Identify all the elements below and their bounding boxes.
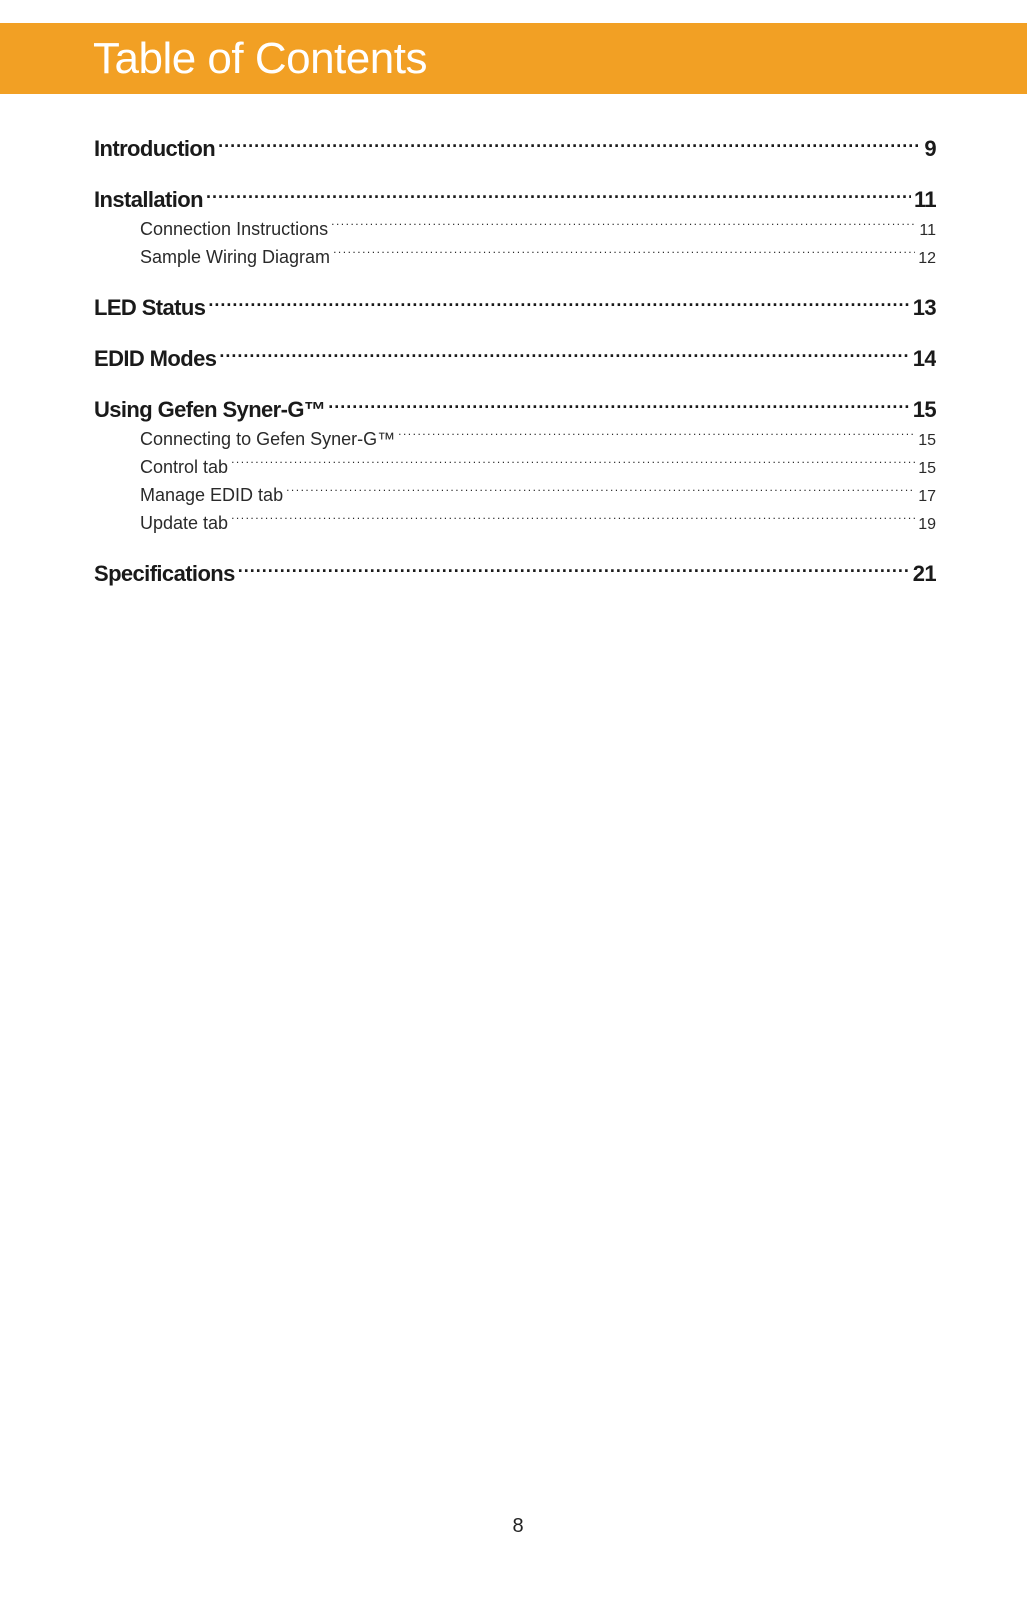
toc-entry-led-status[interactable] <box>94 293 936 323</box>
table-of-contents <box>94 134 936 589</box>
header-bar <box>0 23 1027 94</box>
toc-entry-label: Specifications <box>94 561 235 586</box>
toc-subentry-update-tab[interactable] <box>94 509 936 537</box>
toc-entry-label: Connection Instructions <box>140 219 329 239</box>
toc-entry-page: 11 <box>913 187 936 212</box>
toc-entry-using-gefen-syner-g[interactable] <box>94 395 936 425</box>
dot-leader <box>218 134 921 156</box>
page-title: Table of Contents <box>93 34 427 83</box>
toc-entry-label: Installation <box>94 187 203 212</box>
toc-entry-page: 15 <box>912 397 936 422</box>
toc-subentry-sample-wiring-diagram[interactable] <box>94 243 936 271</box>
dot-leader <box>398 427 915 445</box>
dot-leader <box>331 217 916 235</box>
dot-leader <box>238 559 910 581</box>
dot-leader <box>333 245 915 263</box>
toc-subentry-control-tab[interactable] <box>94 453 936 481</box>
toc-entry-page: 15 <box>918 460 936 477</box>
toc-entry-page: 9 <box>924 136 936 161</box>
toc-entry-page: 12 <box>918 250 936 267</box>
toc-subentry-connection-instructions[interactable] <box>94 215 936 243</box>
toc-entry-label: Sample Wiring Diagram <box>140 247 331 267</box>
toc-entry-page: 15 <box>918 432 936 449</box>
toc-entry-introduction[interactable] <box>94 134 936 164</box>
dot-leader <box>219 344 909 366</box>
dot-leader <box>231 455 915 473</box>
dot-leader <box>328 395 909 417</box>
page-number: 8 <box>512 1515 524 1537</box>
dot-leader <box>208 293 909 315</box>
toc-entry-page: 21 <box>912 561 936 586</box>
toc-entry-page: 13 <box>912 295 936 320</box>
toc-entry-label: Introduction <box>94 136 216 161</box>
toc-entry-edid-modes[interactable] <box>94 344 936 374</box>
toc-subentry-manage-edid-tab[interactable] <box>94 481 936 509</box>
toc-entry-page: 14 <box>912 346 936 371</box>
toc-entry-page: 19 <box>918 516 936 533</box>
dot-leader <box>231 511 915 529</box>
toc-entry-label: Manage EDID tab <box>140 485 284 505</box>
toc-entry-specifications[interactable] <box>94 559 936 589</box>
dot-leader <box>206 185 911 207</box>
toc-subentry-connecting-to-gefen[interactable] <box>94 425 936 453</box>
toc-entry-label: Connecting to Gefen Syner-G™ <box>140 429 396 449</box>
toc-entry-label: Update tab <box>140 513 229 533</box>
toc-entry-label: Using Gefen Syner-G™ <box>94 397 326 422</box>
toc-entry-page: 17 <box>918 488 936 505</box>
toc-entry-label: Control tab <box>140 457 229 477</box>
dot-leader <box>286 483 915 501</box>
toc-entry-label: LED Status <box>94 295 206 320</box>
toc-entry-installation[interactable] <box>94 185 936 215</box>
toc-entry-page: 11 <box>919 222 936 239</box>
toc-entry-label: EDID Modes <box>94 346 217 371</box>
